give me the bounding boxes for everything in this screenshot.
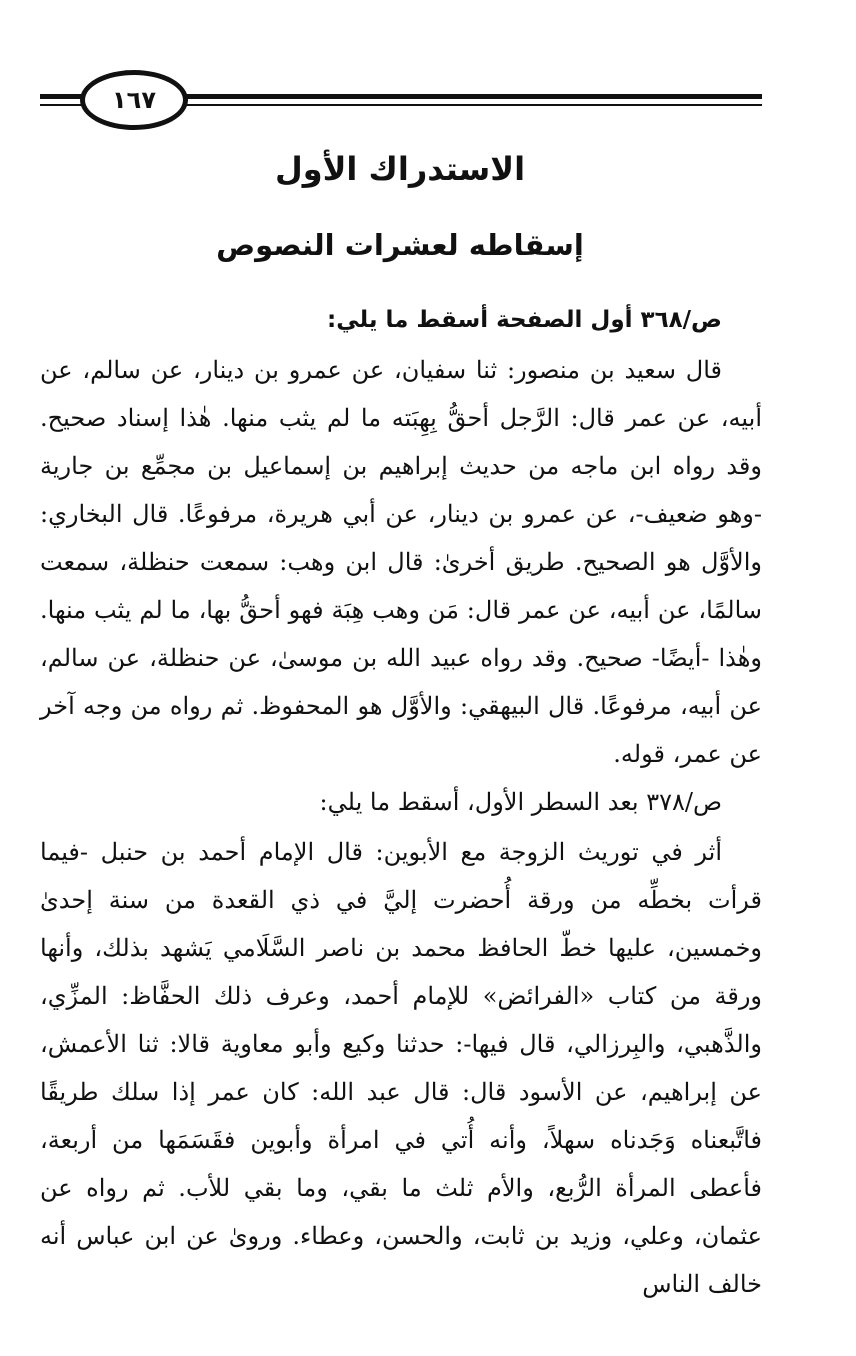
section-title: إسقاطه لعشرات النصوص [216,228,584,262]
block-paragraph-1: قال سعيد بن منصور: ثنا سفيان، عن عمرو بن دينار، عن سالم، عن أبيه، عن عمر قال: الرَّجل أحقُّ بِهِبَته ما لم يثب منها. هٰذا إسناد صحيح. وقد رواه ابن ماجه من حديث إبراهيم بن إسماعيل بن مجمِّع بن جارية -وهو ضعيف-، عن عمرو بن دينار، عن أبي هريرة، مرفوعًا. قال البخاري: والأوَّل هو الصحيح. طريق أخرىٰ: قال ابن وهب: سمعت حنظلة، سمعت سالمًا، عن أبيه، عن عمر قال: مَن وهب هِبَة فهو أحقُّ بها، ما لم يثب منها. وهٰذا -أيضًا- صحيح. وقد رواه عبيد الله بن موسىٰ، عن حنظلة، عن سالم، عن أبيه، مرفوعًا. قال البيهقي: والأوَّل هو المحفوظ. ثم رواه من وجه آخر عن عمر، قوله. [40,356,763,768]
block-heading-2: ص/٣٧٨ بعد السطر الأول، أسقط ما يلي: [319,788,722,816]
chapter-title: الاستدراك الأول [274,150,526,188]
page-number: ١٦٧ [80,70,188,130]
block-paragraph-2: أثر في توريث الزوجة مع الأبوين: قال الإمام أحمد بن حنبل -فيما قرأت بخطِّه من ورقة أُحضرت إليَّ في ذي القعدة من سنة إحدىٰ وخمسين، عليها خطّ الحافظ محمد بن ناصر السَّلَامي يَشهد بذلك، وأنها ورقة من كتاب «الفرائض» للإمام أحمد، وعرف ذلك الحفَّاظ: المزِّي، والذَّهبي، والبِرزالي، قال فيها-: حدثنا وكيع وأبو معاوية قالا: ثنا الأعمش، عن إبراهيم، عن الأسود قال: قال عبد الله: كان عمر إذا سلك طريقًا فاتَّبعناه وَجَدناه سهلاً، وأنه أُتي في امرأة وأبوين فقَسَمَها من أربعة، فأعطى المرأة الرُّبع، والأم ثلث ما بقي، وما بقي للأب. ثم رواه عن عثمان، وعلي، وزيد بن ثابت، والحسن، وعطاء. وروىٰ عن ابن عباس أنه خالف الناس [40,838,763,1298]
page-header [40,70,762,132]
main-text [40,296,762,1308]
block-heading-1: ص/٣٦٨ أول الصفحة أسقط ما يلي: [327,307,722,333]
